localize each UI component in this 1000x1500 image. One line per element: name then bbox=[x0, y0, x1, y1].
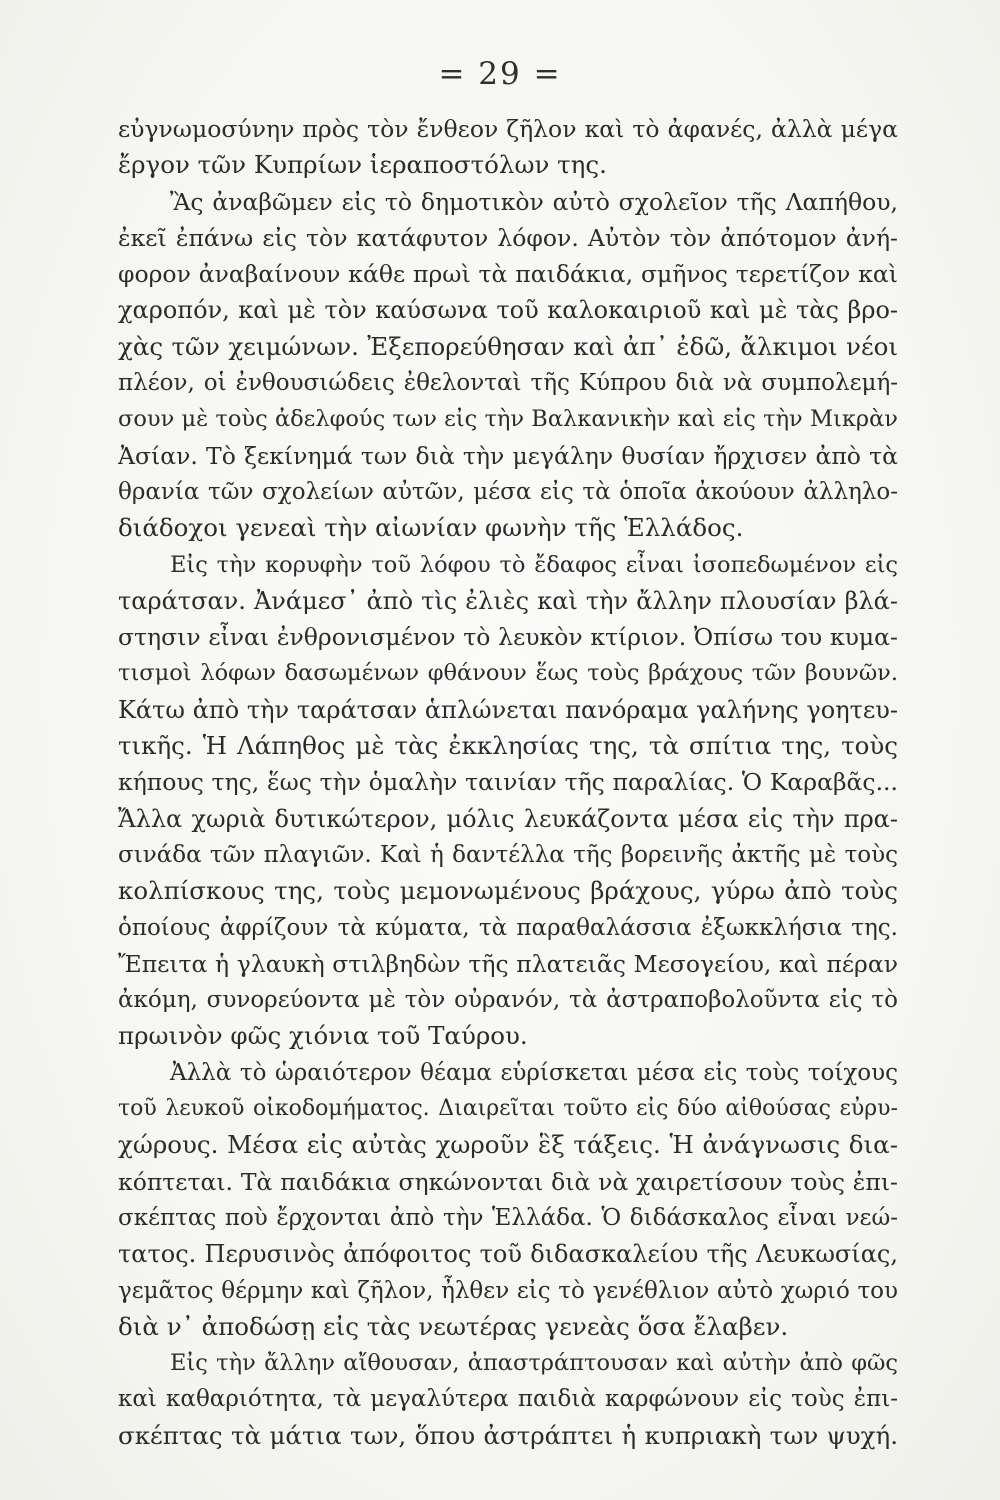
text-line: πρωινὸν φῶς χιόνια τοῦ Ταύρου. bbox=[118, 1021, 528, 1051]
text-line: Ἀσίαν. Τὸ ξεκίνημά των διὰ τὴν μεγάλην θυσίαν ἤρχισεν ἀπὸ τὰ bbox=[118, 441, 898, 470]
text-line: σινάδα τῶν πλαγιῶν. Καὶ ἡ δαντέλλα τῆς βορεινῆς ἀκτῆς μὲ τοὺς bbox=[118, 841, 898, 868]
text-line: τατος. Περυσινὸς ἀπόφοιτος τοῦ διδασκαλείου τῆς Λευκωσίας, bbox=[118, 1240, 898, 1269]
text-line: χώρους. Μέσα εἰς αὐτὰς χωροῦν ἓξ τάξεις. Ἡ ἀνάγνωσις δια- bbox=[118, 1130, 898, 1160]
text-line: πλέον, οἱ ἐνθουσιώδεις ἐθελονταὶ τῆς Κύπρου διὰ νὰ συμπολεμή- bbox=[118, 370, 898, 397]
text-line: στησιν εἶναι ἐνθρονισμένον τὸ λευκὸν κτίριον. Ὀπίσω του κυμα- bbox=[118, 623, 898, 652]
text-line: ταράτσαν. Ἀνάμεσ᾽ ἀπὸ τὶς ἐλιὲς καὶ τὴν ἄλλην πλουσίαν βλά- bbox=[118, 586, 898, 615]
text-line: κόπτεται. Τὰ παιδάκια σηκώνονται διὰ νὰ χαιρετίσουν τοὺς ἐπι- bbox=[118, 1167, 898, 1196]
text-line: καὶ καθαριότητα, τὰ μεγαλύτερα παιδιὰ καρφώνουν εἰς τοὺς ἐπι- bbox=[118, 1386, 898, 1413]
text-line: θρανία τῶν σχολείων αὐτῶν, μέσα εἰς τὰ ὁποῖα ἀκούουν ἀλληλο- bbox=[118, 478, 898, 505]
body-text bbox=[118, 111, 898, 1454]
text-line: τοῦ λευκοῦ οἰκοδομήματος. Διαιρεῖται τοῦτο εἰς δύο αἰθούσας εὐρυ- bbox=[118, 1096, 898, 1122]
text-line: εὐγνωμοσύνην πρὸς τὸν ἔνθεον ζῆλον καὶ τὸ ἀφανές, ἀλλὰ μέγα bbox=[118, 115, 898, 143]
text-line: ὁποίους ἀφρίζουν τὰ κύματα, τὰ παραθαλάσσια ἐξωκκλήσια της. bbox=[118, 914, 898, 941]
text-line: τισμοὶ λόφων δασωμένων φθάνουν ἕως τοὺς βράχους τῶν βουνῶν. bbox=[118, 660, 898, 687]
page-number: = 29 = bbox=[438, 56, 562, 92]
text-line: φορον ἀναβαίνουν κάθε πρωὶ τὰ παιδάκια, σμῆνος τερετίζον καὶ bbox=[118, 260, 898, 289]
text-line: τικῆς. Ἡ Λάπηθος μὲ τὰς ἐκκλησίας της, τὰ σπίτια της, τοὺς bbox=[118, 731, 898, 761]
text-line: Ἀλλὰ τὸ ὡραιότερον θέαμα εὑρίσκεται μέσα εἰς τοὺς τοίχους bbox=[170, 1059, 898, 1086]
text-line: Κάτω ἀπὸ τὴν ταράτσαν ἁπλώνεται πανόραμα γαλήνης γοητευ- bbox=[118, 695, 898, 724]
text-line: ἔργον τῶν Κυπρίων ἱεραποστόλων της. bbox=[118, 150, 607, 180]
text-line: Ἄλλα χωριὰ δυτικώτερον, μόλις λευκάζοντα μέσα εἰς τὴν πρα- bbox=[118, 804, 898, 833]
text-line: Ἔπειτα ἡ γλαυκὴ στιλβηδὼν τῆς πλατειᾶς Μεσογείου, καὶ πέραν bbox=[118, 949, 898, 978]
text-line: χαροπόν, καὶ μὲ τὸν καύσωνα τοῦ καλοκαιριοῦ καὶ μὲ τὰς βρο- bbox=[118, 296, 898, 325]
text-line: σουν μὲ τοὺς ἀδελφούς των εἰς τὴν Βαλκανικὴν καὶ εἰς τὴν Μικρὰν bbox=[118, 406, 898, 433]
text-line: Ἂς ἀναβῶμεν εἰς τὸ δημοτικὸν αὐτὸ σχολεῖον τῆς Λαπήθου, bbox=[170, 187, 898, 216]
text-line: διὰ ν᾽ ἀποδώσῃ εἰς τὰς νεωτέρας γενεὰς ὅσα ἔλαβεν. bbox=[118, 1311, 789, 1341]
text-line: ἐκεῖ ἐπάνω εἰς τὸν κατάφυτον λόφον. Αὐτὸν τὸν ἀπότομον ἀνή- bbox=[118, 223, 898, 252]
text-line: ἀκόμη, συνορεύοντα μὲ τὸν οὐρανόν, τὰ ἀστραποβολοῦντα εἰς τὸ bbox=[118, 987, 898, 1014]
text-line: σκέπτας τὰ μάτια των, ὅπου ἀστράπτει ἡ κυπριακὴ των ψυχή. bbox=[118, 1420, 898, 1450]
text-line: γεμᾶτος θέρμην καὶ ζῆλον, ἦλθεν εἰς τὸ γενέθλιον αὐτὸ χωριό του bbox=[118, 1277, 898, 1304]
text-line: κήπους της, ἕως τὴν ὁμαλὴν ταινίαν τῆς παραλίας. Ὁ Καραβᾶς... bbox=[118, 768, 898, 797]
text-line: Εἰς τὴν ἄλλην αἴθουσαν, ἀπαστράπτουσαν καὶ αὐτὴν ἀπὸ φῶς bbox=[170, 1350, 898, 1377]
text-line: σκέπτας ποὺ ἔρχονται ἀπὸ τὴν Ἑλλάδα. Ὁ διδάσκαλος εἶναι νεώ- bbox=[118, 1204, 898, 1231]
text-line: Εἰς τὴν κορυφὴν τοῦ λόφου τὸ ἔδαφος εἶναι ἰσοπεδωμένον εἰς bbox=[170, 551, 898, 578]
text-line: διάδοχοι γενεαὶ τὴν αἰωνίαν φωνὴν τῆς Ἑλλάδος. bbox=[118, 513, 744, 543]
text-line: κολπίσκους της, τοὺς μεμονωμένους βράχους, γύρω ἀπὸ τοὺς bbox=[118, 876, 898, 906]
text-line: χὰς τῶν χειμώνων. Ἐξεπορεύθησαν καὶ ἀπ᾽ ἐδῶ, ἄλκιμοι νέοι bbox=[118, 331, 898, 361]
